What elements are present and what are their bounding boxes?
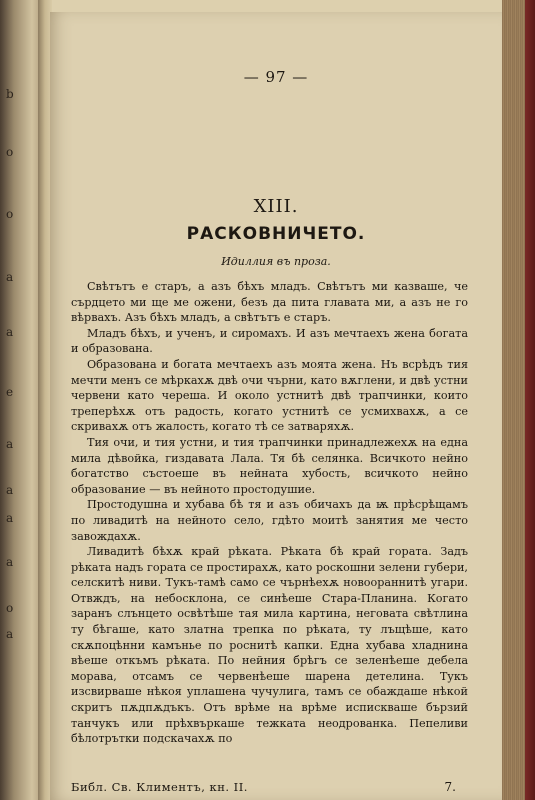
book-page: [50, 12, 502, 800]
paragraph: Ливадитѣ бѣхѫ край рѣката. Рѣката бѣ край гората. Задъ рѣката надъ гората се простирахѫ, като роскошни зелени губери, селскитѣ ниви. Тукъ-тамѣ само се чърнѣехѫ новоораннитѣ угари. Отвждъ, на небосклона, се синѣеше Стара-Планина. Когато заранъ слънцето освѣтѣше тая мила картина, неговата свѣтлина ту бѣгаше, като златна трепка по рѣката, ту лъщѣше, като скѫпоцѣнни камънье по роснитѣ капки. Една хубава хладнина вѣеше откъмъ рѣката. По нейния брѣгъ се зеленѣеше дебела морава, отсамъ се червенѣеше шарена детелина. Тукъ изсвирваше нѣкоя уплашена чучулига, тамъ се обаждаше нѣкой скритъ пѫдпѫдъкъ. Отъ врѣме на врѣме испискваше бързий танчукъ или прѣхвъркаше тежката неодрованка. Пепеливи бѣлотрътки подскачахѫ по: [71, 545, 468, 746]
left-page-letter: b: [6, 87, 14, 101]
left-page-letter: a: [6, 437, 14, 451]
binding-edge: [525, 0, 535, 800]
chapter-subtitle: Идиллия въ проза.: [221, 255, 331, 268]
paragraph: Младъ бѣхъ, и ученъ, и сиромахъ. И азъ мечтаехъ жена богата и образована.: [71, 326, 468, 356]
paragraph: Образована и богата мечтаехъ азъ моята жена. Нъ всрѣдъ тия мечти менъ се мѣркахѫ двѣ очи чърни, като вѫглени, и двѣ устни червени като череша. И около устнитѣ двѣ трапчинки, които треперѣхѫ отъ радость, когато устнитѣ се усмихвахѫ, а се скривахѫ отъ жалость, когато тѣ се затваряхѫ.: [71, 357, 468, 434]
left-page-letter: a: [6, 325, 14, 339]
left-page-letter: a: [6, 555, 14, 569]
chapter-number: XIII.: [253, 196, 299, 217]
left-page-letter: o: [6, 207, 14, 221]
body-text: [71, 279, 468, 747]
paragraph: Простодушна и хубава бѣ тя и азъ обичахъ да ѭ прѣсрѣщамъ по ливадитѣ на нейното село, гдѣто моитѣ занятия ме често завождахѫ.: [71, 498, 468, 543]
chapter-title: РАСКОВНИЧЕТО.: [186, 224, 366, 244]
left-page-letter: o: [6, 601, 14, 615]
left-page-letter: a: [6, 511, 14, 525]
adjacent-left-page: [0, 0, 40, 800]
left-page-letter: a: [6, 627, 14, 641]
left-page-letter: a: [6, 270, 14, 284]
left-page-letter: o: [6, 145, 14, 159]
left-page-letter: a: [6, 483, 14, 497]
paragraph: Тия очи, и тия устни, и тия трапчинки принадлежехѫ на една мила дѣвойка, гиздавата Лала. Тя бѣ селянка. Всичкото нейно богатство състоеше въ нейната хубость, всичкото нейно образование — въ нейното простодушие.: [71, 435, 468, 496]
footer-sheet-number: 7.: [444, 780, 456, 794]
page-edges: [502, 0, 535, 800]
footer-signature: Библ. Св. Климентъ, кн. II.: [71, 780, 248, 794]
left-page-letter: e: [6, 385, 14, 399]
paragraph: Свѣтътъ е старъ, а азъ бѣхъ младъ. Свѣтътъ ми казваше, че сърдцето ми ще ме ожени, безъ да пита главата ми, а азъ не го вѣрвахъ. Азъ бѣхъ младъ, а свѣтътъ е старъ.: [71, 280, 468, 325]
page-number: — 97 —: [243, 68, 309, 86]
